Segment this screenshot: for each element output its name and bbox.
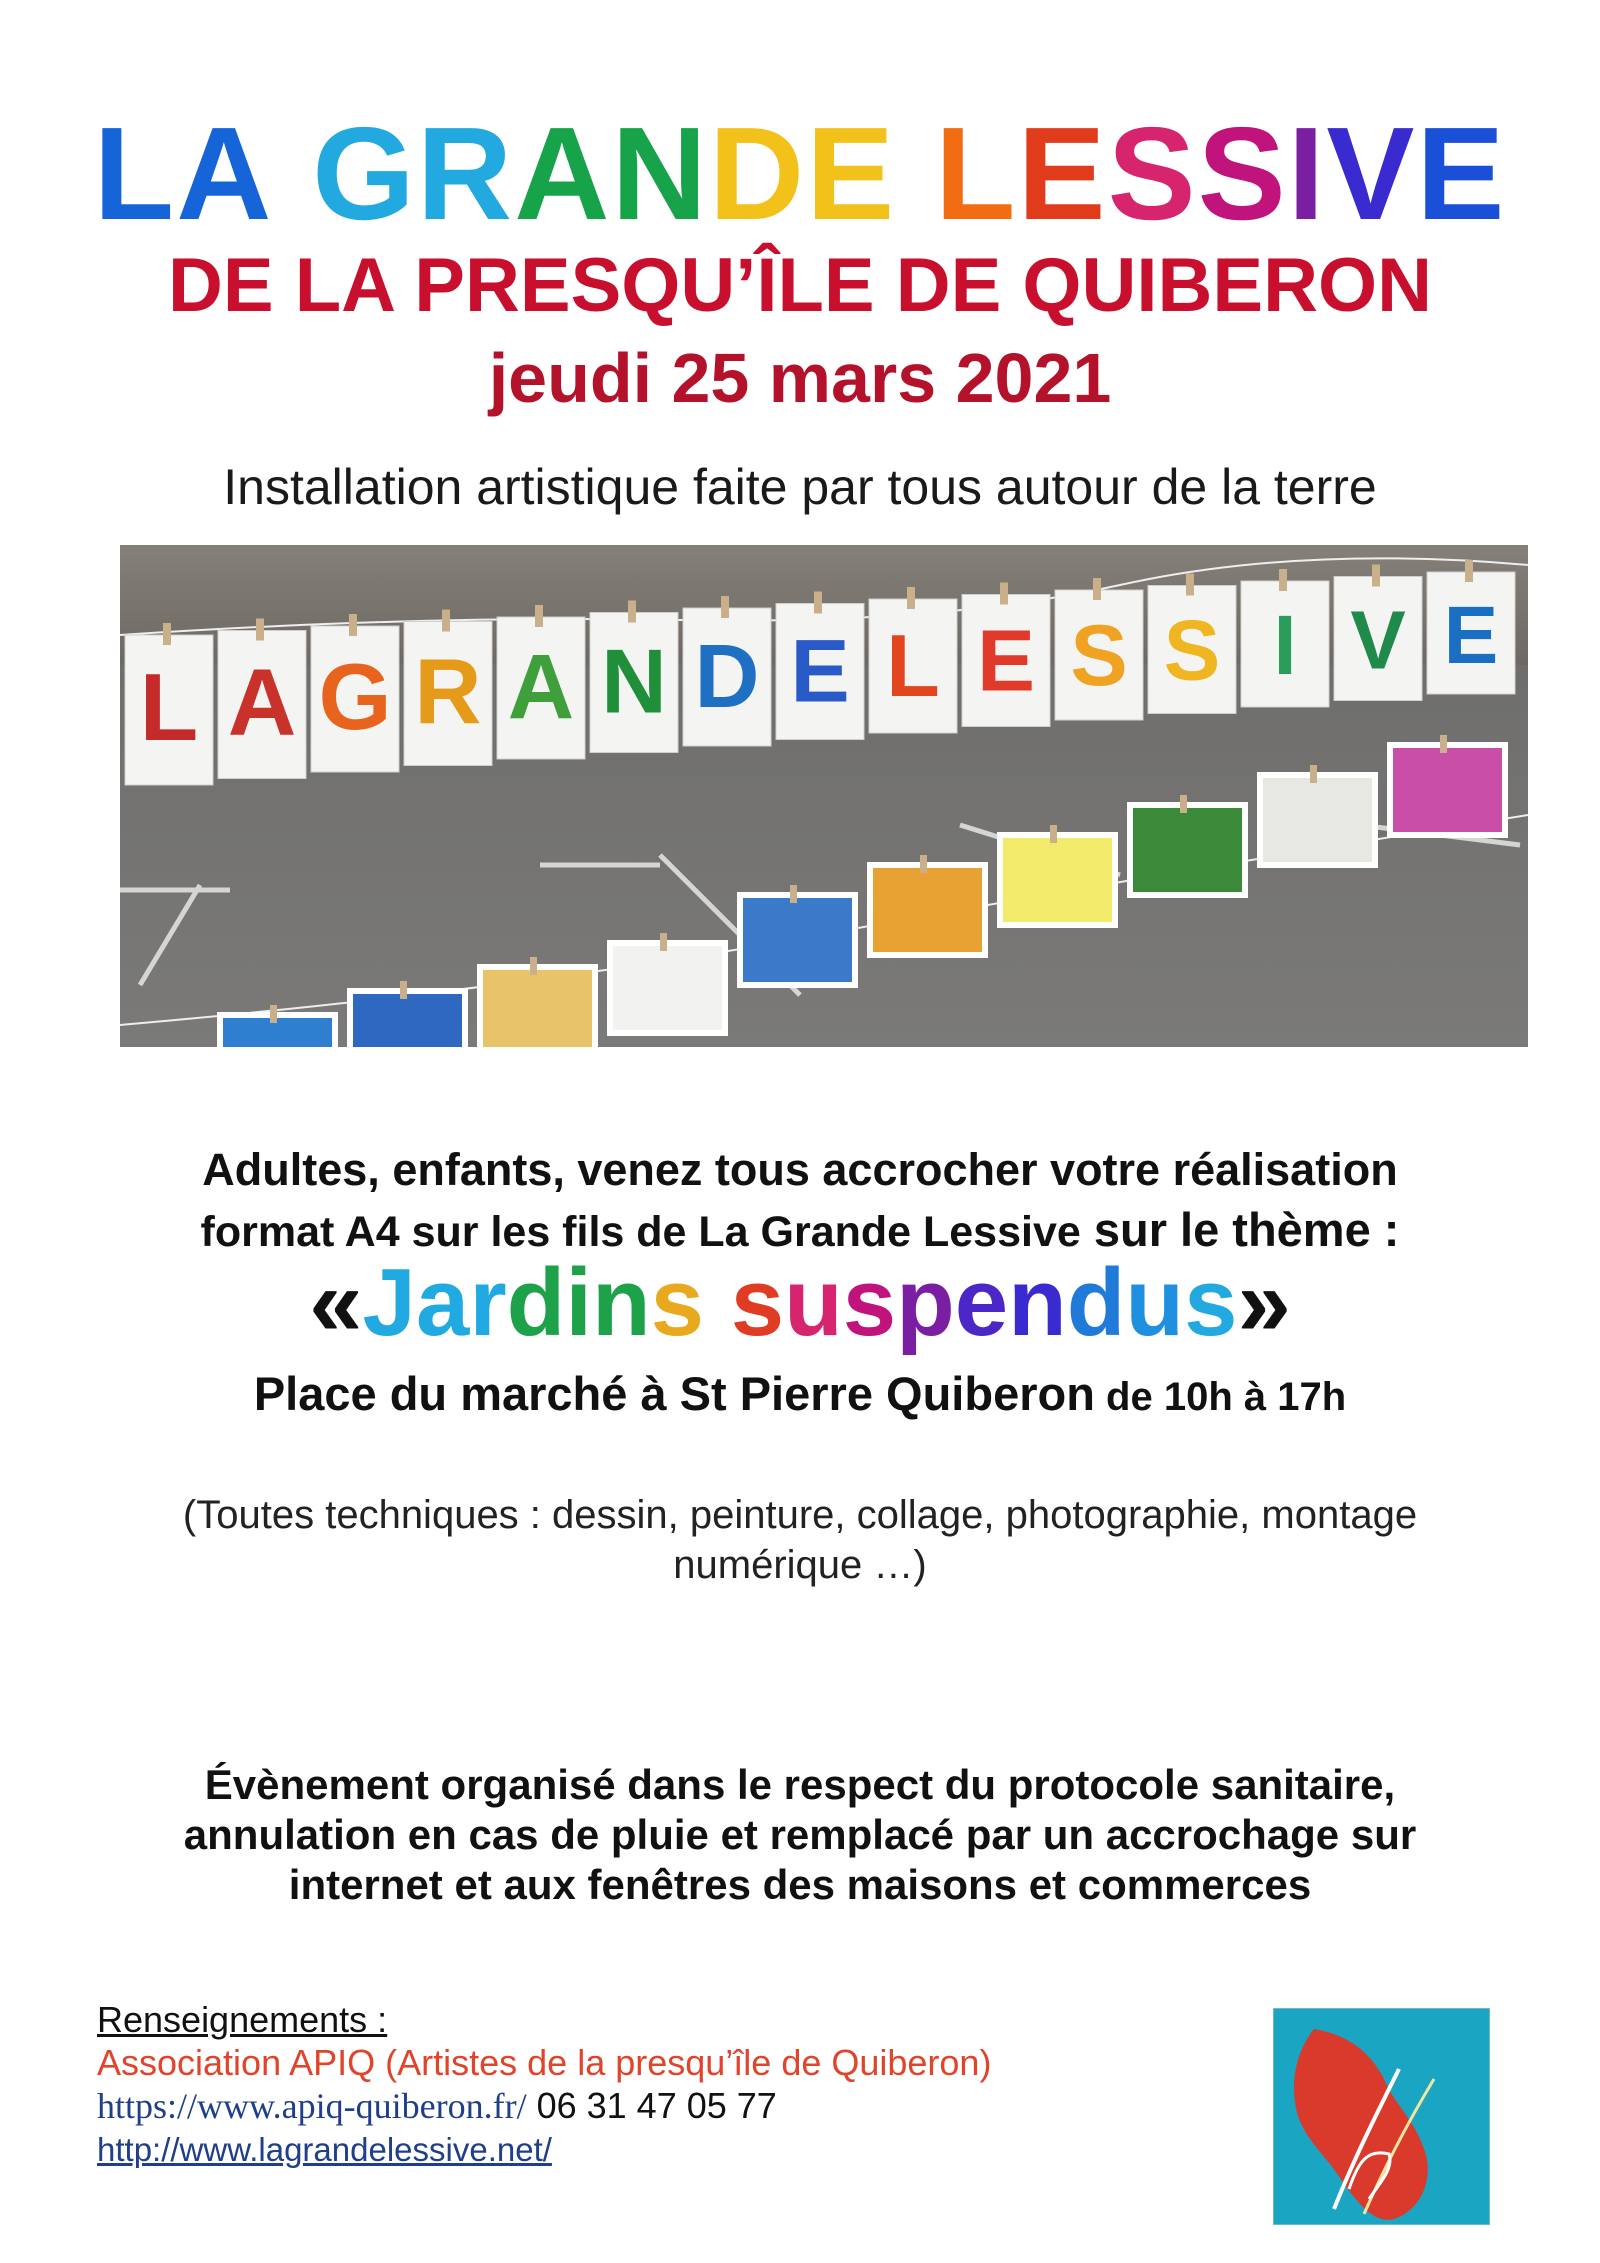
title-letter: E bbox=[1017, 100, 1108, 247]
clothespin bbox=[814, 592, 822, 614]
clothespin bbox=[1440, 735, 1447, 753]
main-title bbox=[0, 100, 1600, 247]
title-letter: E bbox=[1416, 100, 1507, 247]
clothespin bbox=[721, 596, 729, 618]
banner-letter: S bbox=[1163, 603, 1221, 699]
banner-letter: S bbox=[1070, 608, 1128, 704]
clothespin bbox=[1465, 560, 1473, 582]
banner-letter: R bbox=[414, 639, 482, 744]
techniques-line-1: (Toutes techniques : dessin, peinture, collage, photographie, montage bbox=[182, 1493, 1418, 1537]
theme-letter: d bbox=[506, 1249, 566, 1356]
clothespin bbox=[907, 587, 915, 609]
banner-letter: N bbox=[601, 631, 667, 733]
techniques-line-2: numérique …) bbox=[673, 1543, 927, 1587]
event-date: jeudi 25 mars 2021 bbox=[488, 339, 1112, 417]
title-letter: D bbox=[708, 100, 807, 247]
clothespin bbox=[1186, 574, 1194, 596]
clothespin bbox=[660, 933, 667, 951]
techniques-text bbox=[0, 1490, 1600, 1590]
promo-line-2-theme: sur le thème : bbox=[1080, 1203, 1400, 1256]
clothespin bbox=[256, 619, 264, 641]
drawing-sheet bbox=[870, 865, 985, 955]
drawing-sheet bbox=[1260, 775, 1375, 865]
clothespin bbox=[1000, 583, 1008, 605]
theme-letter: e bbox=[954, 1249, 1009, 1356]
banner-letter: A bbox=[227, 649, 297, 756]
title-letter bbox=[896, 108, 935, 240]
title-letter: G bbox=[312, 100, 417, 247]
clothespin bbox=[628, 601, 636, 623]
title-letter: L bbox=[934, 100, 1018, 247]
clothespin bbox=[1310, 765, 1317, 783]
drawing-sheet bbox=[1000, 835, 1115, 925]
banner-letter: V bbox=[1350, 593, 1406, 687]
theme-letter: s bbox=[650, 1249, 705, 1356]
drawing-sheet bbox=[220, 1015, 335, 1047]
photo-scene bbox=[120, 545, 1528, 1047]
clothespin bbox=[530, 957, 537, 975]
banner-letter: L bbox=[886, 616, 940, 715]
clothespin bbox=[535, 605, 543, 627]
title-letter: R bbox=[416, 100, 515, 247]
event-hours: de 10h à 17h bbox=[1094, 1375, 1347, 1419]
apiq-logo bbox=[1273, 2008, 1490, 2225]
banner-letter: E bbox=[976, 612, 1036, 710]
banner-letter: E bbox=[790, 620, 850, 721]
theme-letter: r bbox=[469, 1249, 507, 1356]
drawing-sheet bbox=[740, 895, 855, 985]
banner-letter: A bbox=[507, 636, 575, 738]
apiq-link[interactable]: https://www.apiq-quiberon.fr/ bbox=[97, 2086, 527, 2126]
drawing-sheet bbox=[480, 967, 595, 1047]
sanitary-notice bbox=[0, 1760, 1600, 1910]
event-photo bbox=[120, 545, 1528, 1047]
drawing-sheet bbox=[350, 991, 465, 1047]
contact-line bbox=[97, 2084, 1197, 2128]
theme-letter: u bbox=[784, 1249, 843, 1356]
title-letter bbox=[273, 108, 312, 240]
association-name: Association APIQ (Artistes de la presqu’île de Quiberon) bbox=[97, 2042, 992, 2083]
apiq-logo-art bbox=[1274, 2009, 1489, 2224]
promo-line-2-main: format A4 sur les fils de La Grande Lessive bbox=[200, 1208, 1081, 1256]
theme-letter: u bbox=[1125, 1249, 1185, 1356]
notice-line-1: Évènement organisé dans le respect du protocole sanitaire, bbox=[204, 1761, 1396, 1808]
drawing-sheet bbox=[1390, 745, 1505, 835]
theme-title bbox=[0, 1249, 1600, 1356]
notice-line-3: internet et aux fenêtres des maisons et commerces bbox=[288, 1861, 1312, 1908]
title-letter: S bbox=[1197, 100, 1288, 247]
title-letter: A bbox=[176, 100, 274, 247]
clothespin bbox=[1050, 825, 1057, 843]
theme-letter: n bbox=[1008, 1249, 1067, 1356]
close-quote: » bbox=[1237, 1249, 1291, 1356]
children-drawings bbox=[220, 735, 1505, 1047]
open-quote: « bbox=[309, 1249, 363, 1356]
theme-letter: s bbox=[1184, 1249, 1238, 1356]
theme-name bbox=[362, 1249, 1238, 1356]
clothespin bbox=[1372, 565, 1380, 587]
banner-letter: I bbox=[1273, 598, 1297, 692]
info-heading: Renseignements : bbox=[97, 1999, 388, 2040]
promo-text bbox=[0, 1140, 1600, 1262]
promo-line-1: Adultes, enfants, venez tous accrocher votre réalisation bbox=[202, 1144, 1398, 1195]
clothespin bbox=[442, 610, 450, 632]
drawing-sheet bbox=[610, 943, 725, 1033]
theme-letter: s bbox=[842, 1249, 897, 1356]
place-time bbox=[0, 1367, 1600, 1420]
clothespin bbox=[920, 855, 927, 873]
title-letter: I bbox=[1287, 100, 1327, 247]
subtitle: DE LA PRESQU’ÎLE DE QUIBERON bbox=[168, 243, 1432, 328]
clothespin bbox=[163, 623, 171, 645]
theme-letter: a bbox=[415, 1249, 470, 1356]
intro-text: Installation artistique faite par tous autour de la terre bbox=[223, 459, 1377, 515]
lagrandelessive-link[interactable]: http://www.lagrandelessive.net/ bbox=[97, 2131, 552, 2168]
clothespin bbox=[400, 981, 407, 999]
theme-letter bbox=[704, 1255, 731, 1351]
clothespin bbox=[270, 1005, 277, 1023]
clothespin bbox=[349, 614, 357, 636]
title-letter: S bbox=[1107, 100, 1198, 247]
theme-letter: i bbox=[565, 1249, 592, 1356]
title-letter: E bbox=[806, 100, 897, 247]
clothespin bbox=[1093, 578, 1101, 600]
title-letter: A bbox=[514, 100, 612, 247]
theme-letter: s bbox=[730, 1249, 785, 1356]
theme-letter: d bbox=[1066, 1249, 1126, 1356]
banner-letter: L bbox=[139, 654, 199, 761]
banner-letter: D bbox=[694, 627, 760, 727]
clothespin bbox=[790, 885, 797, 903]
phone-number: 06 31 47 05 77 bbox=[526, 2085, 777, 2126]
theme-letter: p bbox=[896, 1249, 955, 1356]
theme-letter: J bbox=[362, 1249, 416, 1356]
notice-line-2: annulation en cas de pluie et remplacé par un accrochage sur bbox=[183, 1811, 1417, 1858]
title-letter: V bbox=[1326, 100, 1417, 247]
theme-letter: n bbox=[591, 1249, 651, 1356]
banner-letter: E bbox=[1443, 590, 1499, 681]
banner-letters bbox=[125, 560, 1515, 785]
title-letter: L bbox=[93, 100, 177, 247]
clothespin bbox=[1180, 795, 1187, 813]
place-name: Place du marché à St Pierre Quiberon bbox=[253, 1367, 1095, 1420]
contact-info bbox=[97, 1998, 1197, 2171]
banner-letter: G bbox=[318, 644, 392, 749]
drawing-sheet bbox=[1130, 805, 1245, 895]
title-letter: N bbox=[611, 100, 709, 247]
clothespin bbox=[1279, 569, 1287, 591]
